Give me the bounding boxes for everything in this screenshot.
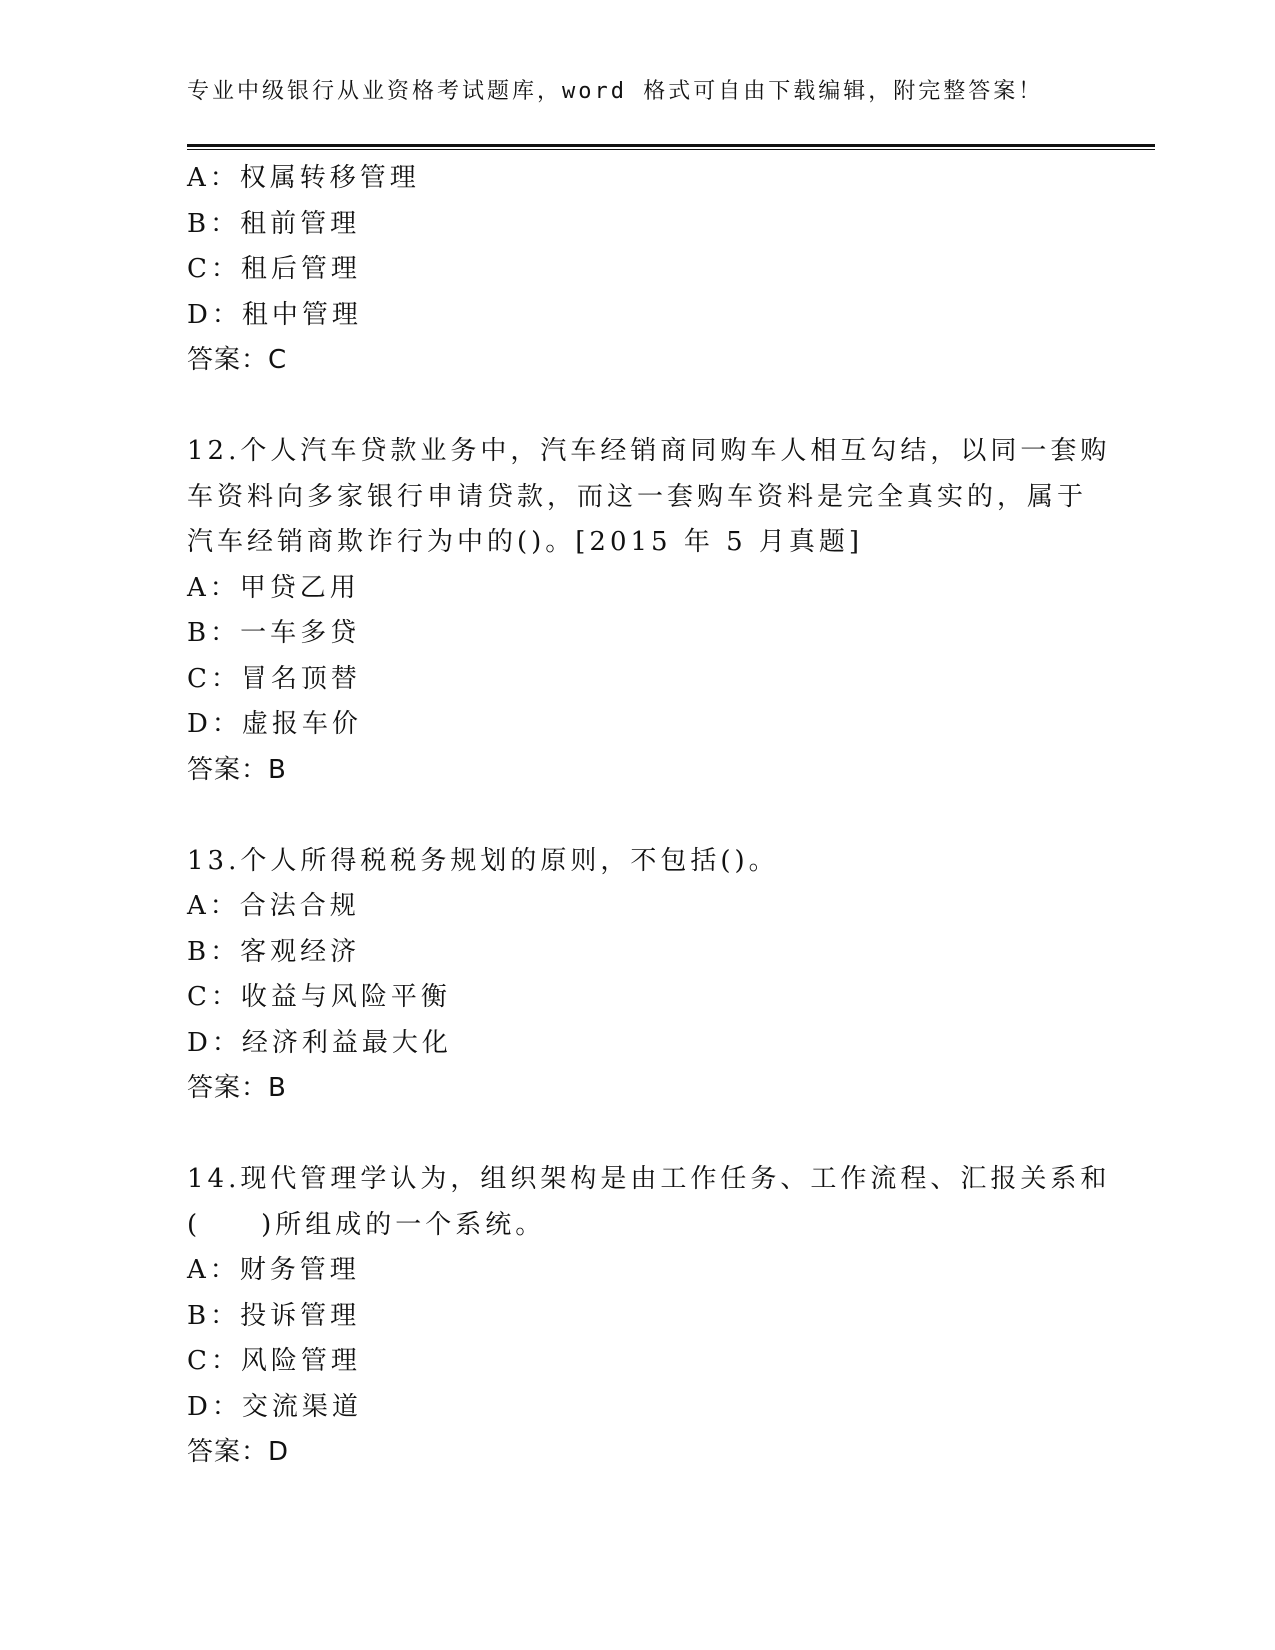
question-text-line: 12.个人汽车贷款业务中，汽车经销商同购车人相互勾结，以同一套购 [187,436,1111,466]
question-block [187,1157,1111,1476]
question-list [187,156,1111,1476]
answer-line: 答案：D [187,1437,290,1467]
option-b: B：一车多贷 [187,618,361,648]
question-text-line: 车资料向多家银行申请贷款，而这一套购车资料是完全真实的，属于 [187,481,1088,512]
question-block [187,156,1087,384]
option-c: C：风险管理 [187,1346,361,1376]
question-text-line: 汽车经销商欺诈行为中的()。[2015 年 5 月真题] [187,527,864,557]
block-spacer [187,384,1087,430]
option-c: C：租后管理 [187,254,361,284]
answer-line: 答案：C [187,345,288,375]
block-spacer [187,1112,1087,1158]
option-a: A：权属转移管理 [187,163,420,193]
option-d: D：经济利益最大化 [187,1027,452,1058]
block-spacer [187,793,1087,839]
answer-line: 答案：B [187,754,287,785]
option-b: B：租前管理 [187,208,361,239]
option-b: B：投诉管理 [187,1300,361,1331]
question-text-line: ( )所组成的一个系统。 [187,1209,546,1240]
option-d: D：虚报车价 [187,709,362,739]
header-divider-thick [187,144,1155,147]
option-d: D：交流渠道 [187,1391,362,1422]
question-text-line: 13.个人所得税税务规划的原则，不包括()。 [187,845,779,876]
header-divider-thin [187,149,1155,150]
option-b: B：客观经济 [187,936,361,967]
option-a: A：合法合规 [187,891,360,921]
option-a: A：甲贷乙用 [187,572,360,603]
option-c: C：收益与风险平衡 [187,982,451,1012]
option-d: D：租中管理 [187,299,362,330]
page-header-text: 专业中级银行从业资格考试题库，word 格式可自由下载编辑，附完整答案！ [187,79,1044,104]
question-block [187,429,1111,793]
question-text-line: 14.现代管理学认为，组织架构是由工作任务、工作流程、汇报关系和 [187,1164,1111,1194]
answer-line: 答案：B [187,1073,287,1103]
option-a: A：财务管理 [187,1255,360,1285]
header-divider [187,144,1155,151]
option-c: C：冒名顶替 [187,663,361,694]
question-block [187,839,1087,1112]
